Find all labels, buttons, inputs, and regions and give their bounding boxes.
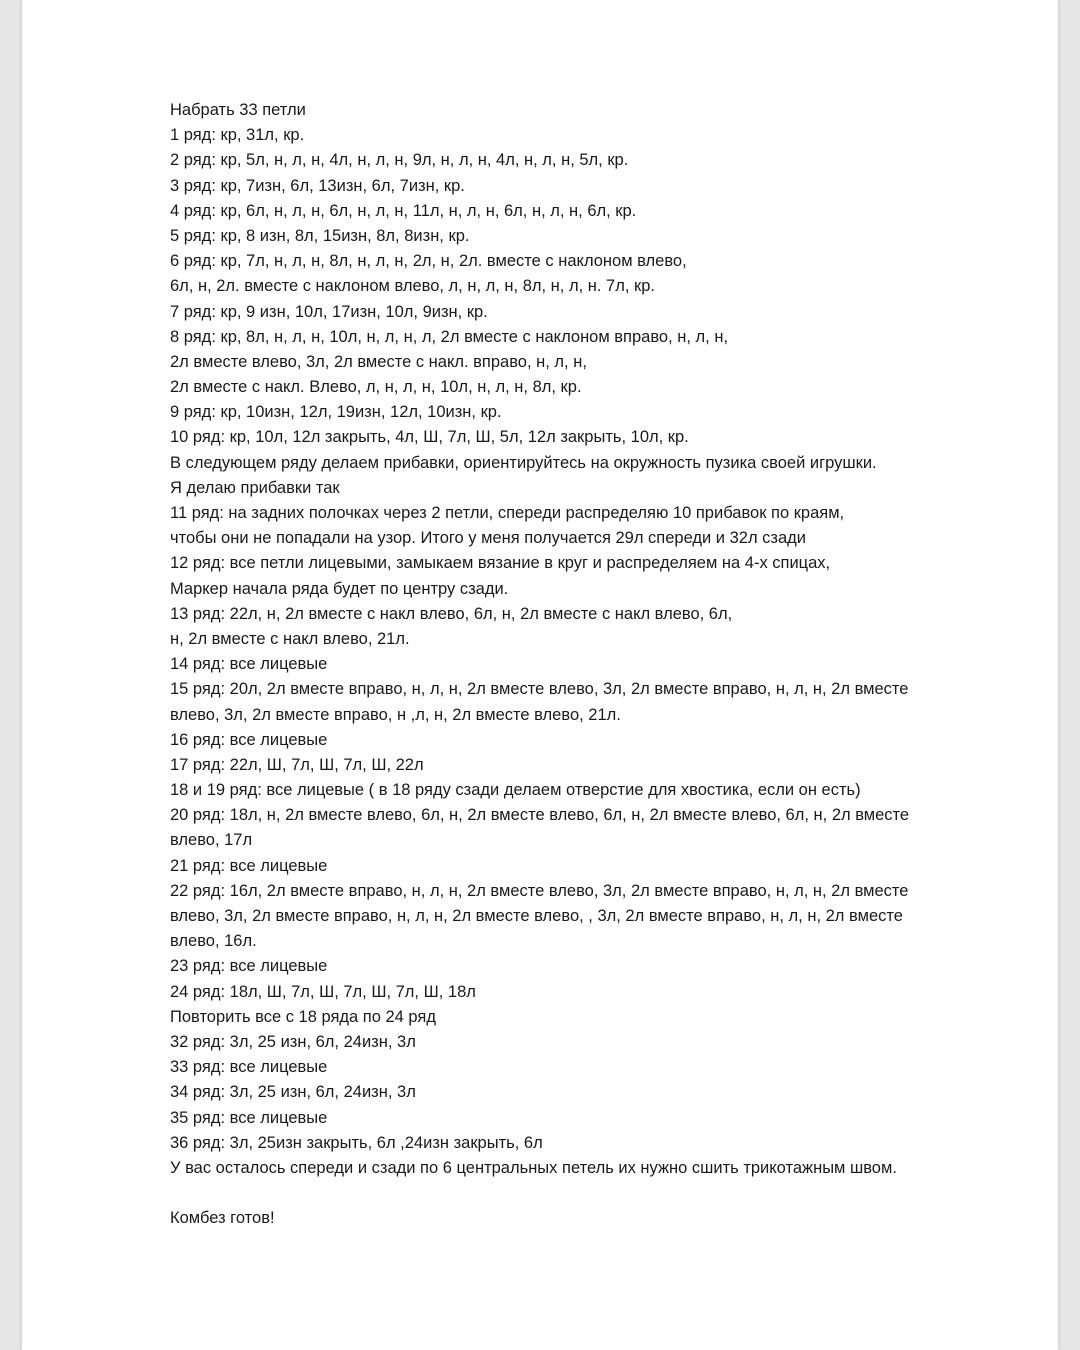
text-line: 8 ряд: кр, 8л, н, л, н, 10л, н, л, н, л, 2л вместе с наклоном вправо, н, л, н, bbox=[170, 327, 729, 346]
text-line: 2л вместе с накл. Влево, л, н, л, н, 10л, н, л, н, 8л, кр. bbox=[170, 378, 582, 397]
text-line: 7 ряд: кр, 9 изн, 10л, 17изн, 10л, 9изн, кр. bbox=[170, 302, 488, 321]
text-line: 16 ряд: все лицевые bbox=[170, 730, 328, 749]
text-line: Маркер начала ряда будет по центру сзади. bbox=[170, 579, 509, 598]
text-line: 20 ряд: 18л, н, 2л вместе влево, 6л, н, 2л вместе влево, 6л, н, 2л вместе влево, 6л, н, 2л вместе bbox=[170, 806, 910, 825]
text-line: влево, 3л, 2л вместе вправо, н ,л, н, 2л вместе влево, 21л. bbox=[170, 705, 621, 724]
text-line: 9 ряд: кр, 10изн, 12л, 19изн, 12л, 10изн, кр. bbox=[170, 403, 502, 422]
text-line: 10 ряд: кр, 10л, 12л закрыть, 4л, Ш, 7л, Ш, 5л, 12л закрыть, 10л, кр. bbox=[170, 428, 689, 447]
text-line: 6 ряд: кр, 7л, н, л, н, 8л, н, л, н, 2л, н, 2л. вместе с наклоном влево, bbox=[170, 252, 687, 271]
document-body bbox=[170, 98, 1030, 1231]
blank-line bbox=[170, 1181, 1030, 1206]
text-line: 15 ряд: 20л, 2л вместе вправо, н, л, н, 2л вместе влево, 3л, 2л вместе вправо, н, л, н, 2л вместе bbox=[170, 680, 909, 699]
text-line: 18 и 19 ряд: все лицевые ( в 18 ряду сзади делаем отверстие для хвостика, если он есть) bbox=[170, 781, 861, 800]
text-line: В следующем ряду делаем прибавки, ориентируйтесь на окружность пузика своей игрушки. bbox=[170, 453, 877, 472]
text-line: 6л, н, 2л. вместе с наклоном влево, л, н, л, н, 8л, н, л, н. 7л, кр. bbox=[170, 277, 655, 296]
text-line: влево, 3л, 2л вместе вправо, н, л, н, 2л вместе влево, , 3л, 2л вместе вправо, н, л, н, 2л вместе bbox=[170, 907, 903, 925]
text-line: н, 2л вместе с накл влево, 21л. bbox=[170, 629, 410, 648]
text-line: 33 ряд: все лицевые bbox=[170, 1058, 328, 1077]
text-line: Набрать 33 петли bbox=[170, 101, 306, 119]
text-line: У вас осталось спереди и сзади по 6 центральных петель их нужно сшить трикотажным швом. bbox=[170, 1158, 897, 1177]
text-line: 32 ряд: 3л, 25 изн, 6л, 24изн, 3л bbox=[170, 1032, 416, 1051]
text-line: 2л вместе влево, 3л, 2л вместе с накл. вправо, н, л, н, bbox=[170, 352, 587, 371]
text-line: чтобы они не попадали на узор. Итого у меня получается 29л спереди и 32л сзади bbox=[170, 529, 807, 548]
text-line: 13 ряд: 22л, н, 2л вместе с накл влево, 6л, н, 2л вместе с накл влево, 6л, bbox=[170, 604, 733, 623]
text-line: 21 ряд: все лицевые bbox=[170, 856, 328, 875]
text-line: влево, 16л. bbox=[170, 932, 257, 951]
text-line: 36 ряд: 3л, 25изн закрыть, 6л ,24изн закрыть, 6л bbox=[170, 1133, 543, 1152]
text-line: 17 ряд: 22л, Ш, 7л, Ш, 7л, Ш, 22л bbox=[170, 755, 424, 774]
text-line: 23 ряд: все лицевые bbox=[170, 957, 328, 976]
closing-line: Комбез готов! bbox=[170, 1209, 275, 1228]
text-line: 1 ряд: кр, 31л, кр. bbox=[170, 126, 305, 145]
text-line: 22 ряд: 16л, 2л вместе вправо, н, л, н, 2л вместе влево, 3л, 2л вместе вправо, н, л, н, 2л вместе bbox=[170, 881, 909, 900]
text-line: 3 ряд: кр, 7изн, 6л, 13изн, 6л, 7изн, кр. bbox=[170, 176, 465, 195]
text-line: 35 ряд: все лицевые bbox=[170, 1108, 328, 1127]
text-line: 24 ряд: 18л, Ш, 7л, Ш, 7л, Ш, 7л, Ш, 18л bbox=[170, 982, 476, 1001]
text-line: 14 ряд: все лицевые bbox=[170, 655, 328, 674]
text-line: 5 ряд: кр, 8 изн, 8л, 15изн, 8л, 8изн, кр. bbox=[170, 226, 470, 245]
text-line: влево, 17л bbox=[170, 831, 253, 850]
text-line: 34 ряд: 3л, 25 изн, 6л, 24изн, 3л bbox=[170, 1083, 416, 1102]
text-line: Повторить все с 18 ряда по 24 ряд bbox=[170, 1007, 436, 1026]
text-line: 2 ряд: кр, 5л, н, л, н, 4л, н, л, н, 9л, н, л, н, 4л, н, л, н, 5л, кр. bbox=[170, 151, 629, 170]
text-line: 12 ряд: все петли лицевыми, замыкаем вязание в круг и распределяем на 4-х спицах, bbox=[170, 554, 831, 573]
text-line: 4 ряд: кр, 6л, н, л, н, 6л, н, л, н, 11л, н, л, н, 6л, н, л, н, 6л, кр. bbox=[170, 201, 637, 220]
text-line: Я делаю прибавки так bbox=[170, 478, 340, 497]
document-page bbox=[22, 0, 1058, 1350]
text-line: 11 ряд: на задних полочках через 2 петли, спереди распределяю 10 прибавок по краям, bbox=[170, 504, 845, 522]
